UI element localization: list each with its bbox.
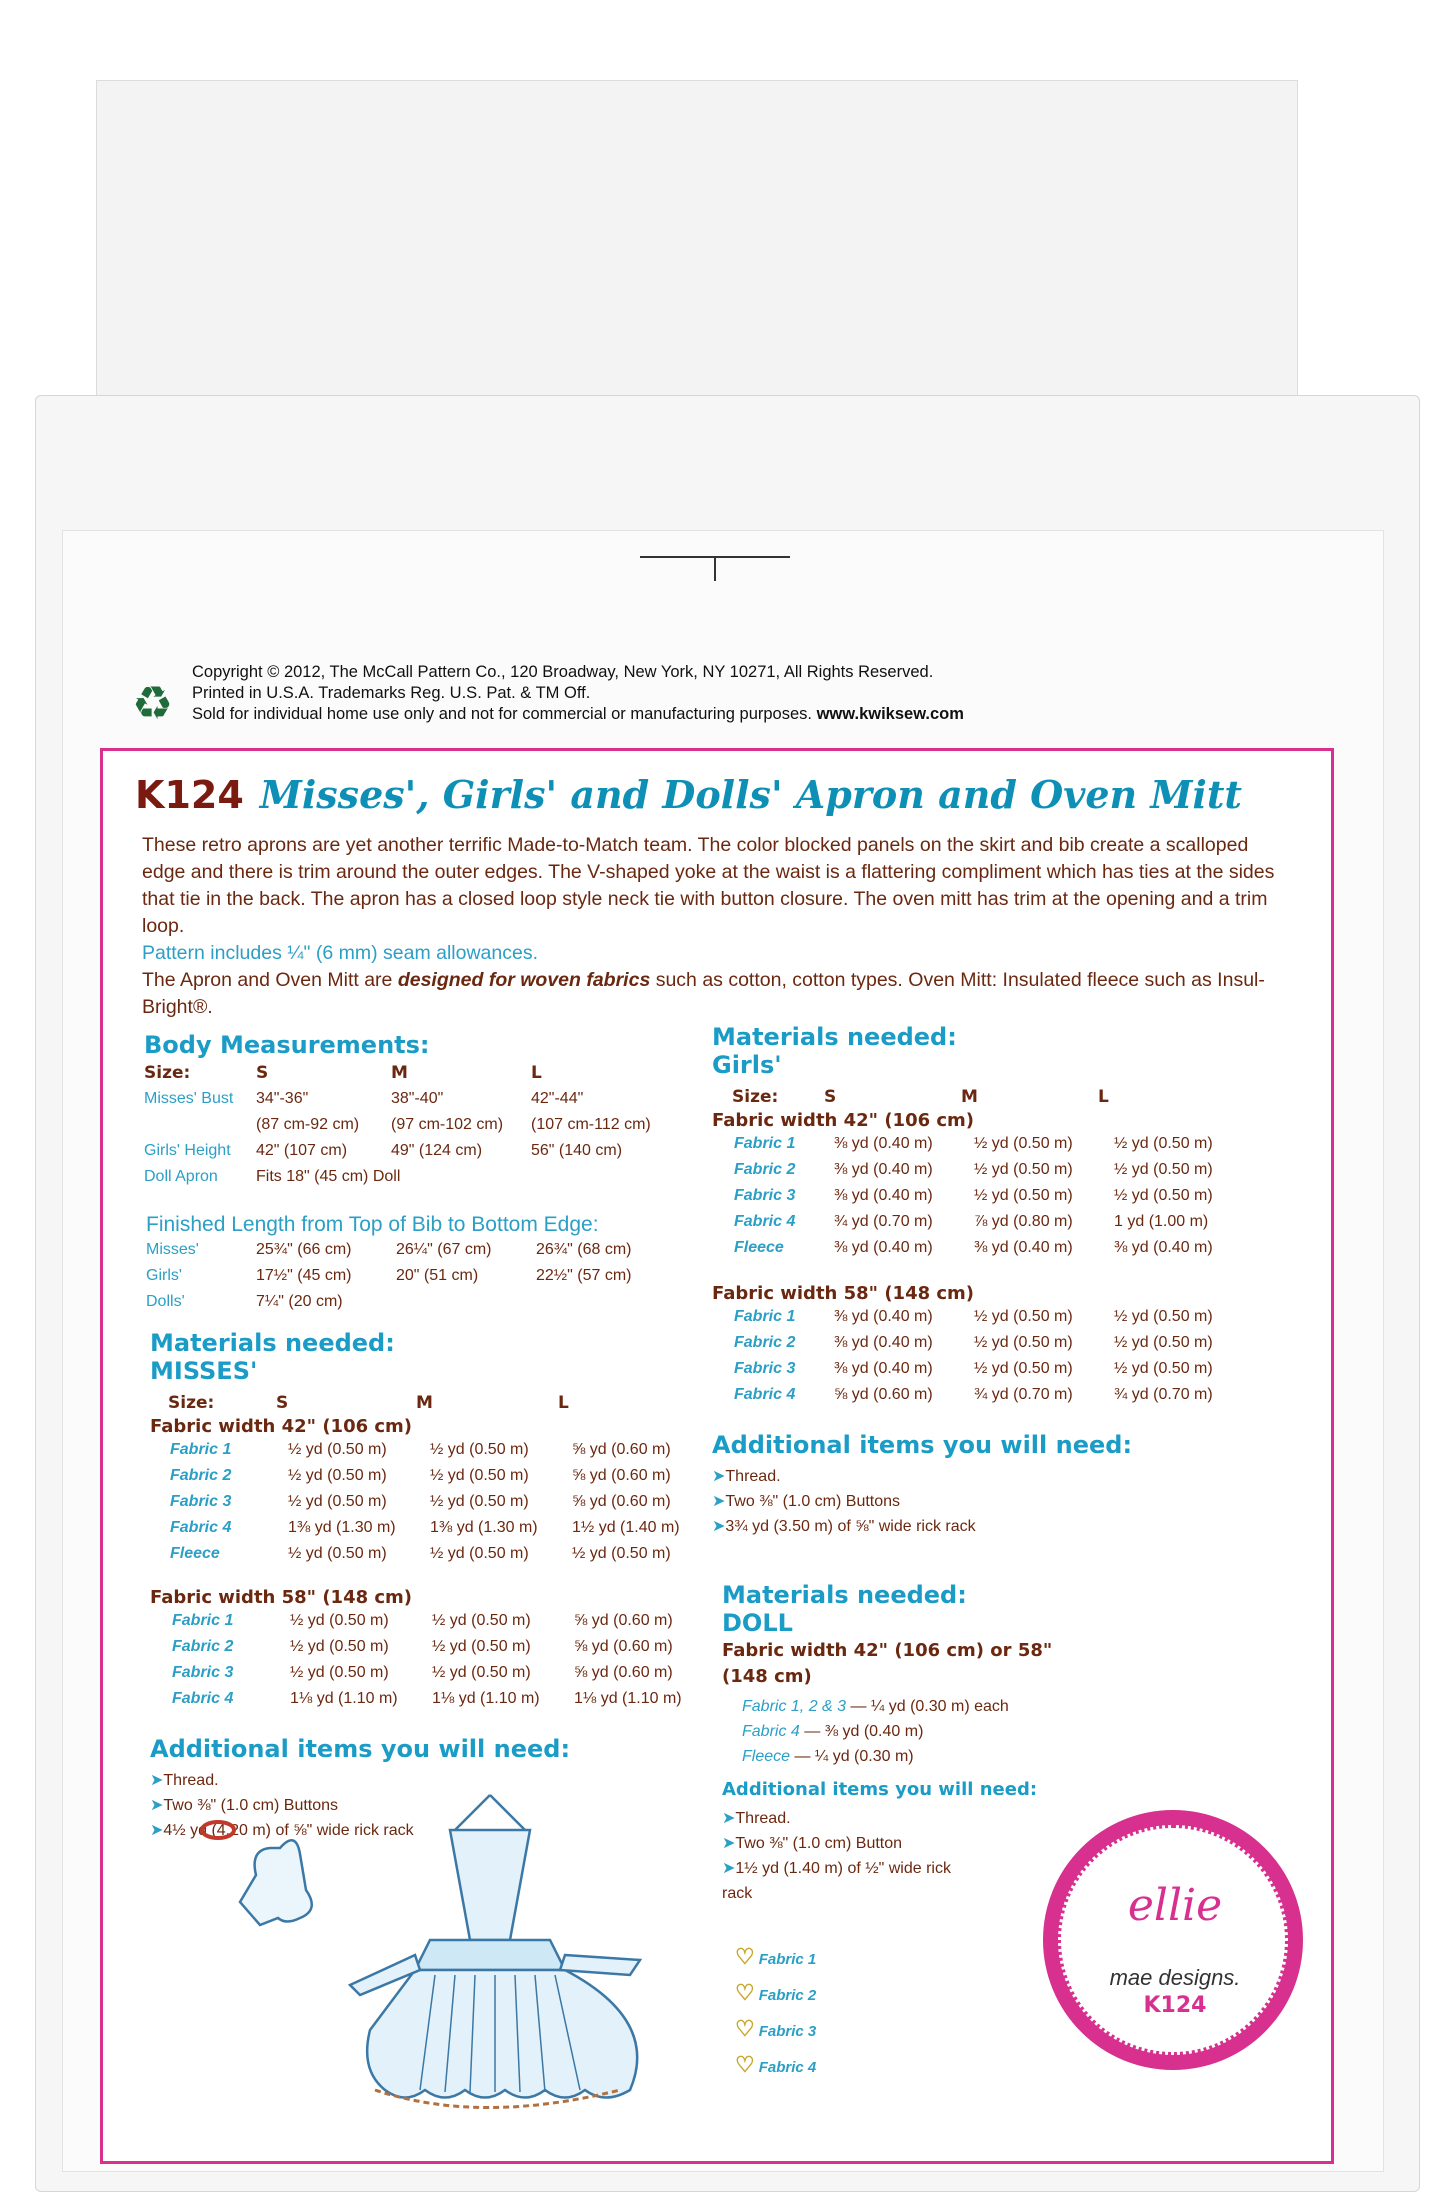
table-row: Fabric 3 ⅜ yd (0.40 m) ½ yd (0.50 m) ½ yd (0.50 m)	[734, 1187, 1213, 1204]
oven-mitt-icon	[202, 1822, 312, 1925]
heart-icon: ♡	[735, 2052, 755, 2077]
finished-length	[146, 1213, 632, 1315]
table-row: Misses' Bust 34"-36" 38"-40" 42"-44"	[144, 1090, 584, 1107]
table-row: Fabric 3 ⅜ yd (0.40 m) ½ yd (0.50 m) ½ yd (0.50 m)	[734, 1360, 1213, 1377]
table-row: Fabric 1 ⅜ yd (0.40 m) ½ yd (0.50 m) ½ yd (0.50 m)	[734, 1308, 1213, 1325]
list-item: ♡ Fabric 3	[735, 2016, 817, 2041]
list-item: ➤1½ yd (1.40 m) of ½" wide rick rack	[722, 1860, 951, 1902]
apron-icon	[350, 1795, 640, 2098]
misses-materials: Materials needed: MISSES' Size: S M L Fabric width 42" (106 cm) Fabric 1 ½ yd (0.50 m) ½ yd (0.50 m) ⅝ yd (0.60 m) Fabric 2 ½ yd (0.50 m) ½ yd (0.50 m) ⅝ yd (0.60 m) Fabric 3 ½ yd (0.50 m) ½ yd (0.50 m) ⅝ yd (0.60 m) Fabric 4 1⅜ yd (1.30 m) 1⅜ yd (1.30 m) 1½ yd (1.40 m) Fleece ½ yd (0.50 m) ½ yd (0.50 m) ½ yd (0.50 m) Fabric width 58" (148 cm) Fabric 1 ½ yd (0.50 m) ½ yd (0.50 m) ⅝ yd (0.60 m) Fabric 2 ½ yd (0.50 m) ½ yd (0.50 m) ⅝ yd (0.60 m) Fabric 3 ½ yd (0.50 m) ½ yd (0.50 m) ⅝ yd (0.60 m) Fabric 4 1⅛ yd (1.10 m) 1⅛ yd (1.10 m) 1⅛ yd (1.10 m) Additional items you will need: ➤Thread. ➤Two ⅜" (1.0 cm) Buttons ➤4½ yd (4.20 m) of ⅝" wide rick rack	[150, 1328, 682, 1843]
heart-icon: ♡	[735, 2016, 755, 2041]
girls-width-58: Fabric width 58" (148 cm)	[712, 1283, 975, 1304]
table-row: Misses' 25¾" (66 cm) 26¼" (67 cm) 26¾" (68 cm)	[146, 1241, 632, 1258]
website-link[interactable]: www.kwiksew.com	[816, 705, 964, 723]
table-row: Dolls' 7¼" (20 cm)	[146, 1293, 343, 1310]
girls-42-table	[712, 1131, 1213, 1261]
table-row: Fabric 4 ⅝ yd (0.60 m) ¾ yd (0.70 m) ¾ yd (0.70 m)	[734, 1386, 1213, 1403]
doll-width: Fabric width 42" (106 cm) or 58" (148 cm)	[722, 1640, 1053, 1687]
list-item: Fabric 4 — ⅜ yd (0.40 m)	[742, 1723, 924, 1740]
table-row: Fabric 1 ½ yd (0.50 m) ½ yd (0.50 m) ⅝ yd (0.60 m)	[172, 1612, 673, 1629]
body-measurements-heading: Body Measurements:	[144, 1031, 430, 1059]
misses-42-table	[150, 1437, 680, 1567]
table-row: Fleece ½ yd (0.50 m) ½ yd (0.50 m) ½ yd (0.50 m)	[170, 1545, 671, 1562]
list-item: ➤Two ⅜" (1.0 cm) Buttons	[712, 1493, 901, 1510]
logo-code: K124	[1143, 1993, 1207, 2018]
table-row: Fabric 3 ½ yd (0.50 m) ½ yd (0.50 m) ⅝ yd (0.60 m)	[172, 1664, 673, 1681]
table-row: (87 cm-92 cm) (97 cm-102 cm) (107 cm-112 cm)	[256, 1116, 651, 1133]
description	[142, 832, 1292, 1021]
list-item: Fabric 1, 2 & 3 — ¼ yd (0.30 m) each	[742, 1698, 1009, 1715]
doll-materials: Materials needed: DOLL Fabric width 42" (106 cm) or 58" (148 cm) Fabric 1, 2 & 3 — ¼ yd (0.30 m) each Fabric 4 — ⅜ yd (0.40 m) Fleece — ¼ yd (0.30 m) Additional items you will need: ➤Thread. ➤Two ⅜" (1.0 cm) Button ➤1½ yd (1.40 m) of ½" wide rick rack	[722, 1580, 1102, 1906]
list-item: ♡ Fabric 2	[735, 1980, 817, 2005]
list-item: ♡ Fabric 4	[735, 2052, 817, 2077]
list-item: ➤3¾ yd (3.50 m) of ⅝" wide rick rack	[712, 1518, 976, 1535]
doll-additional-heading: Additional items you will need:	[722, 1779, 1038, 1800]
table-row: Fleece ⅜ yd (0.40 m) ⅜ yd (0.40 m) ⅜ yd (0.40 m)	[734, 1239, 1213, 1256]
girls-58-table	[712, 1304, 1213, 1408]
girls-width-42: Fabric width 42" (106 cm)	[712, 1110, 975, 1131]
logo-inner	[1058, 1825, 1288, 2055]
logo-subtitle: mae designs.	[1109, 1965, 1241, 1990]
finished-length-heading: Finished Length from Top of Bib to Bottom Edge:	[146, 1213, 599, 1236]
list-item: ➤Two ⅜" (1.0 cm) Buttons	[150, 1797, 339, 1814]
misses-58-table	[150, 1608, 682, 1712]
pattern-code: K124	[135, 773, 244, 817]
fabric-legend	[735, 1940, 816, 2084]
list-item: ♡ Fabric 1	[735, 1944, 817, 1969]
fabric-note: The Apron and Oven Mitt are designed for woven fabrics such as cotton, cotton types. Oven Mitt: Insulated fleece such as Insul-Bright®.	[142, 969, 1265, 1018]
heart-icon: ♡	[735, 1944, 755, 1969]
table-row: Fabric 1 ½ yd (0.50 m) ½ yd (0.50 m) ⅝ yd (0.60 m)	[170, 1441, 671, 1458]
seam-allowance-note: Pattern includes ¼" (6 mm) seam allowances.	[142, 942, 538, 964]
copyright-line-2: Printed in U.S.A. Trademarks Reg. U.S. Pat. & TM Off.	[192, 684, 591, 702]
list-item: ➤Thread.	[712, 1468, 781, 1485]
description-text: These retro aprons are yet another terrific Made-to-Match team. The color blocked panels on the skirt and bib create a scalloped edge and there is trim around the outer edges. The V-shaped yoke at the waist is a flattering compliment which has ties at the sides that tie in the back. The apron has a closed loop style neck tie with button closure. The oven mitt has trim at the opening and a trim loop.	[142, 834, 1275, 937]
finished-length-table	[146, 1237, 632, 1315]
table-row: Girls' Height 42" (107 cm) 49" (124 cm) 56" (140 cm)	[144, 1142, 623, 1159]
fabric-emphasis: designed for woven fabrics	[397, 969, 651, 991]
copyright-line-1: Copyright © 2012, The McCall Pattern Co., 120 Broadway, New York, NY 10271, All Rights Reserved.	[192, 663, 934, 681]
table-row: Fabric 2 ½ yd (0.50 m) ½ yd (0.50 m) ⅝ yd (0.60 m)	[170, 1467, 671, 1484]
misses-additional-heading: Additional items you will need:	[150, 1735, 571, 1763]
apron-illustration	[200, 1790, 720, 2110]
table-row: Fabric 2 ½ yd (0.50 m) ½ yd (0.50 m) ⅝ yd (0.60 m)	[172, 1638, 673, 1655]
table-row: Fabric 2 ⅜ yd (0.40 m) ½ yd (0.50 m) ½ yd (0.50 m)	[734, 1161, 1213, 1178]
list-item: ➤Thread.	[722, 1810, 791, 1827]
girls-additional-heading: Additional items you will need:	[712, 1431, 1133, 1459]
table-row: Fabric 4 ¾ yd (0.70 m) ⅞ yd (0.80 m) 1 yd (1.00 m)	[734, 1213, 1209, 1230]
table-row: Fabric 3 ½ yd (0.50 m) ½ yd (0.50 m) ⅝ yd (0.60 m)	[170, 1493, 671, 1510]
table-row: Fabric 4 1⅜ yd (1.30 m) 1⅜ yd (1.30 m) 1½ yd (1.40 m)	[170, 1519, 680, 1536]
recycle-icon: ♻	[132, 676, 174, 730]
table-row: Girls' 17½" (45 cm) 20" (51 cm) 22½" (57 cm)	[146, 1267, 632, 1284]
page-title	[135, 772, 1242, 817]
envelope-flap-top	[96, 80, 1298, 442]
misses-width-42: Fabric width 42" (106 cm)	[150, 1416, 413, 1437]
fold-mark-stem	[714, 556, 716, 581]
body-measurements-table: Size: S M L Misses' Bust 34"-36" 38"-40" 42"-44" (87 cm-92 cm) (97 cm-102 cm) (107 cm-112 cm) Girls' Height 42" (107 cm) 49" (124 cm) 56" (140 cm) Doll Apron Fits 18" (45 cm) Doll	[144, 1060, 681, 1190]
copyright-block	[132, 662, 1332, 725]
table-row: Fabric 4 1⅛ yd (1.10 m) 1⅛ yd (1.10 m) 1⅛ yd (1.10 m)	[172, 1690, 682, 1707]
girls-materials: Materials needed: Girls' Size: S M L Fabric width 42" (106 cm) Fabric 1 ⅜ yd (0.40 m) ½ yd (0.50 m) ½ yd (0.50 m) Fabric 2 ⅜ yd (0.40 m) ½ yd (0.50 m) ½ yd (0.50 m) Fabric 3 ⅜ yd (0.40 m) ½ yd (0.50 m) ½ yd (0.50 m) Fabric 4 ¾ yd (0.70 m) ⅞ yd (0.80 m) 1 yd (1.00 m) Fleece ⅜ yd (0.40 m) ⅜ yd (0.40 m) ⅜ yd (0.40 m) Fabric width 58" (148 cm) Fabric 1 ⅜ yd (0.40 m) ½ yd (0.50 m) ½ yd (0.50 m) Fabric 2 ⅜ yd (0.40 m) ½ yd (0.50 m) ½ yd (0.50 m) Fabric 3 ⅜ yd (0.40 m) ½ yd (0.50 m) ½ yd (0.50 m) Fabric 4 ⅝ yd (0.60 m) ¾ yd (0.70 m) ¾ yd (0.70 m) Additional items you will need: ➤Thread. ➤Two ⅜" (1.0 cm) Buttons ➤3¾ yd (3.50 m) of ⅝" wide rick rack	[712, 1022, 1213, 1539]
logo-script: ellie	[1127, 1880, 1223, 1931]
table-row: Doll Apron Fits 18" (45 cm) Doll	[144, 1168, 401, 1185]
heart-icon: ♡	[735, 1980, 755, 2005]
table-row: Fabric 2 ⅜ yd (0.40 m) ½ yd (0.50 m) ½ yd (0.50 m)	[734, 1334, 1213, 1351]
list-item: Fleece — ¼ yd (0.30 m)	[742, 1748, 914, 1765]
copyright-line-3: Sold for individual home use only and not for commercial or manufacturing purposes.	[192, 705, 812, 723]
table-row: Fabric 1 ⅜ yd (0.40 m) ½ yd (0.50 m) ½ yd (0.50 m)	[734, 1135, 1213, 1152]
list-item: ➤Two ⅜" (1.0 cm) Button	[722, 1835, 903, 1852]
misses-width-58: Fabric width 58" (148 cm)	[150, 1587, 413, 1608]
pattern-name: Misses', Girls' and Dolls' Apron and Oven Mitt	[259, 772, 1242, 817]
list-item: ➤Thread.	[150, 1772, 219, 1789]
body-measurements	[144, 1030, 681, 1190]
list-item: ➤4½ yd (4.20 m) of ⅝" wide rick rack	[150, 1822, 414, 1839]
